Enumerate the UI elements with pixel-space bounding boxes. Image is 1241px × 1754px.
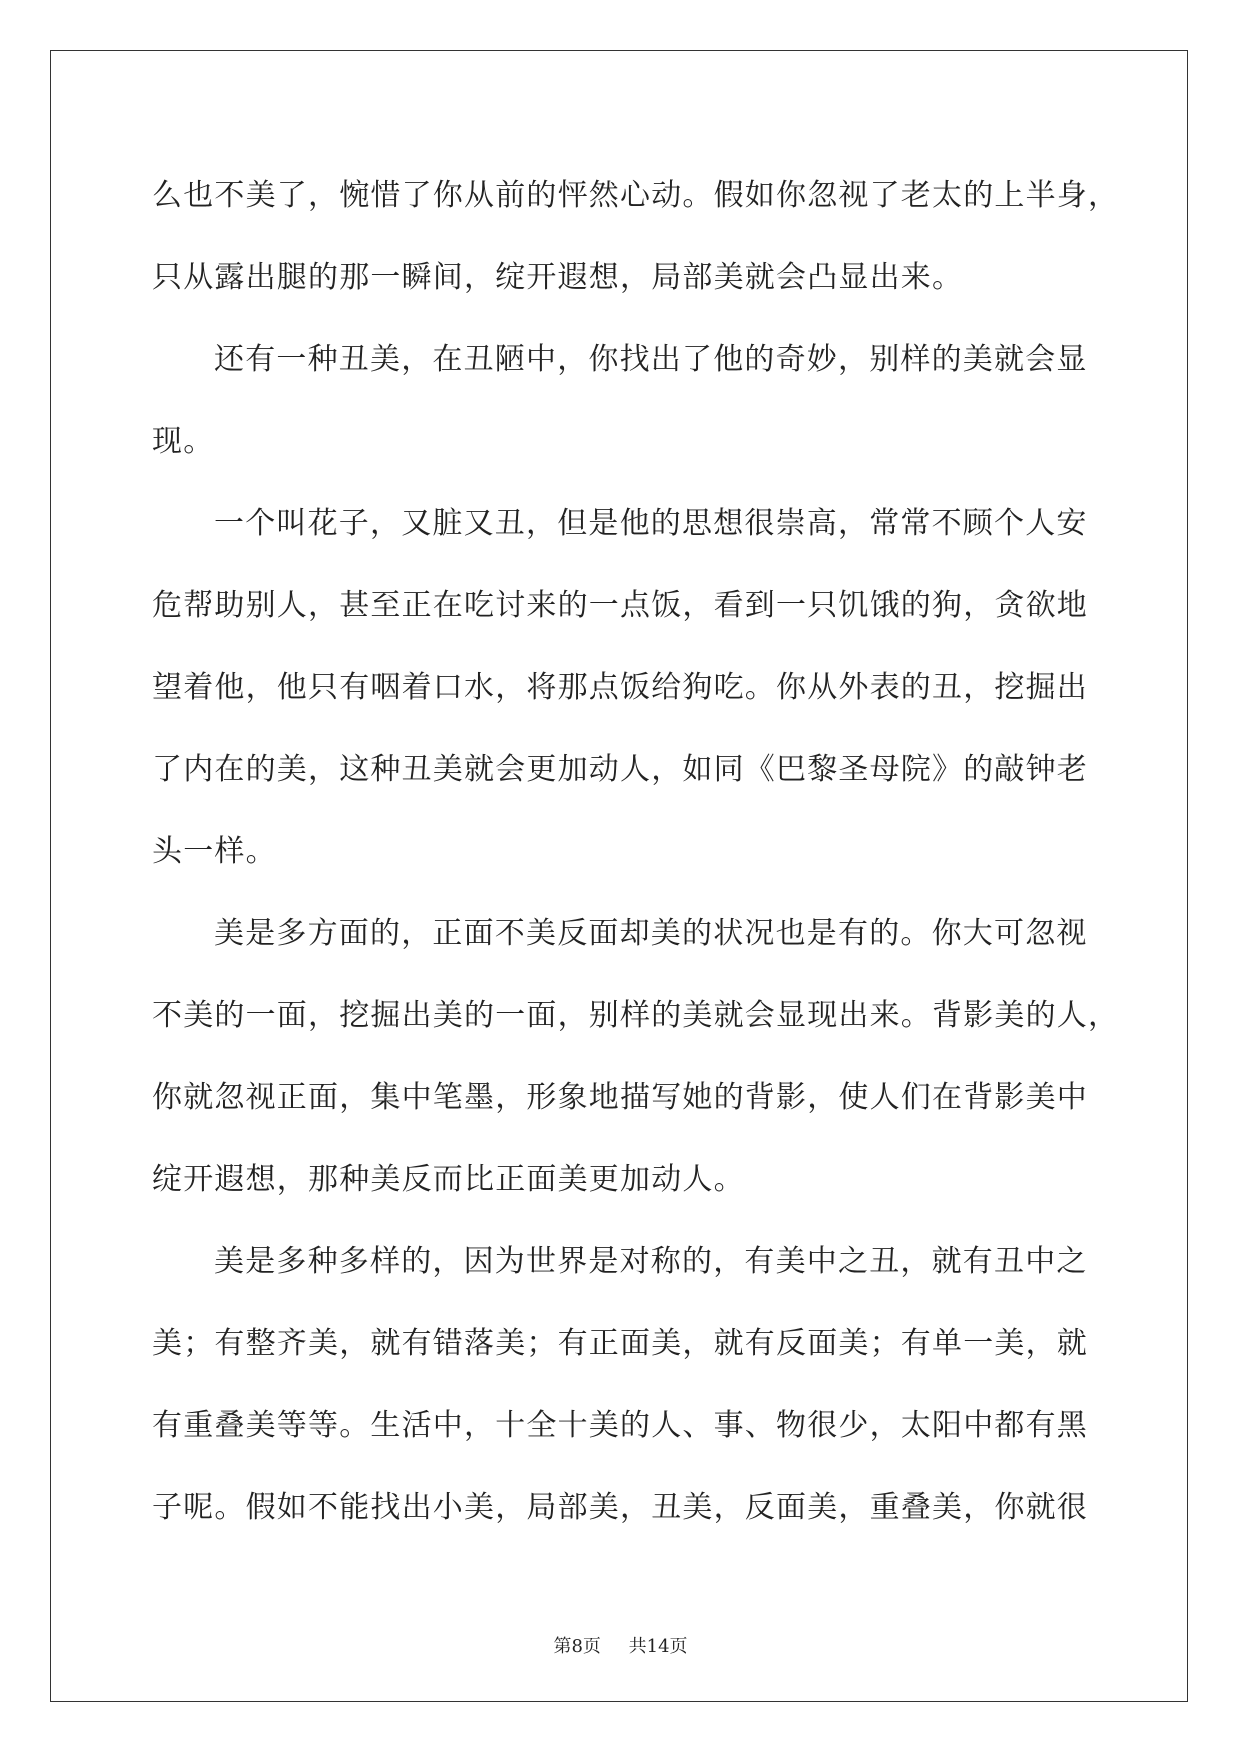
text-line-16: 有重叠美等等。生活中，十全十美的人、事、物很少，太阳中都有黑 <box>152 1408 1088 1443</box>
text-line-1: 么也不美了，惋惜了你从前的怦然心动。假如你忽视了老太的上半身， <box>152 178 1120 213</box>
text-line-15: 美；有整齐美，就有错落美；有正面美，就有反面美；有单一美，就 <box>152 1326 1088 1361</box>
total-page-count: 共14页 <box>628 1636 688 1657</box>
text-line-17: 子呢。假如不能找出小美，局部美，丑美，反面美，重叠美，你就很 <box>152 1490 1088 1525</box>
text-line-7: 望着他，他只有咽着口水，将那点饭给狗吃。你从外表的丑，挖掘出 <box>152 670 1088 705</box>
text-line-2: 只从露出腿的那一瞬间，绽开遐想，局部美就会凸显出来。 <box>152 260 964 295</box>
text-line-11: 不美的一面，挖掘出美的一面，别样的美就会显现出来。背影美的人， <box>152 998 1120 1033</box>
text-line-9: 头一样。 <box>152 834 277 869</box>
text-line-10: 美是多方面的，正面不美反面却美的状况也是有的。你大可忽视 <box>214 916 1088 951</box>
text-line-4: 现。 <box>152 424 215 459</box>
page-footer <box>0 1632 1241 1658</box>
text-line-3: 还有一种丑美，在丑陋中，你找出了他的奇妙，别样的美就会显 <box>214 342 1088 377</box>
text-line-12: 你就忽视正面，集中笔墨，形象地描写她的背影，使人们在背影美中 <box>152 1080 1088 1115</box>
text-line-13: 绽开遐想，那种美反而比正面美更加动人。 <box>152 1162 745 1197</box>
document-body <box>152 155 1120 1549</box>
text-line-6: 危帮助别人，甚至正在吃讨来的一点饭，看到一只饥饿的狗，贪欲地 <box>152 588 1088 623</box>
text-line-8: 了内在的美，这种丑美就会更加动人，如同《巴黎圣母院》的敲钟老 <box>152 752 1088 787</box>
text-line-5: 一个叫花子，又脏又丑，但是他的思想很崇高，常常不顾个人安 <box>214 506 1088 541</box>
current-page-number: 第8页 <box>553 1636 601 1657</box>
text-line-14: 美是多种多样的，因为世界是对称的，有美中之丑，就有丑中之 <box>214 1244 1088 1279</box>
